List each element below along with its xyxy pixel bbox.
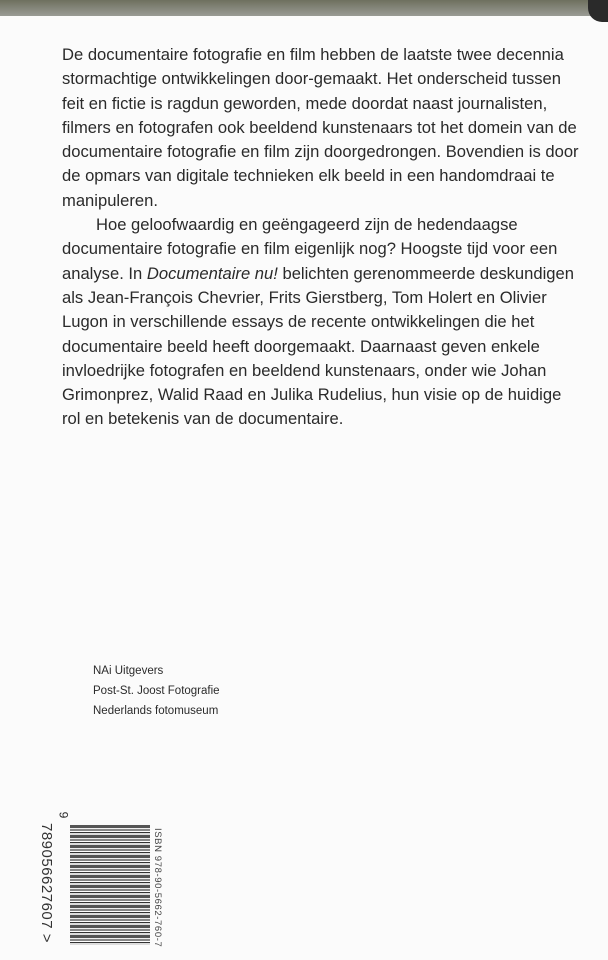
cover-top-edge <box>0 0 608 16</box>
publisher: NAi Uitgevers <box>93 665 164 677</box>
text: Hoe geloofwaardig en geëngageerd zijn de hedendaagse documentaire fotografie en film eigenlijk nog? Hoogste tijd voor een analyse. In <box>62 215 558 283</box>
blurb-paragraph-2 <box>62 213 582 432</box>
isbn-label: ISBN 978-90-5662-760-7 <box>152 828 163 948</box>
barcode-first-digit: 9 <box>56 811 71 819</box>
blurb <box>62 43 582 432</box>
text: belichten gerenommeerde deskundigen als Jean-François Chevrier, Frits Gierstberg, Tom Holert en Olivier Lugon in verschillende essays de recente ontwikkelingen die het documentaire beeld heeft doorgemaakt. Daarnaast geven enkele invloedrijke fotografen en beeldend kunstenaars, onder wie Johan Grimonprez, Walid Raad en Julika Rudelius, hun visie op de huidige rol en betekenis van de documentaire. <box>62 263 574 429</box>
book-title: Documentaire nu! <box>146 263 278 283</box>
publisher: Post-St. Joost Fotografie <box>93 685 220 697</box>
publisher-list <box>93 661 220 721</box>
barcode-digits: 789056627607 > <box>38 823 55 944</box>
blurb-paragraph-1: De documentaire fotografie en film hebben de laatste twee decennia stormachtige ontwikkelingen door-gemaakt. Het onderscheid tussen feit en fictie is ragdun geworden, mede doordat naast journalisten, filmers en fotografen ook beeldend kunstenaars tot het domein van de documentaire fotografie en film zijn doorgedrongen. Bovendien is door de opmars van digitale technieken elk beeld in een handomdraai te manipuleren. <box>62 45 579 210</box>
publisher: Nederlands fotomuseum <box>93 705 219 717</box>
barcode <box>70 825 150 945</box>
